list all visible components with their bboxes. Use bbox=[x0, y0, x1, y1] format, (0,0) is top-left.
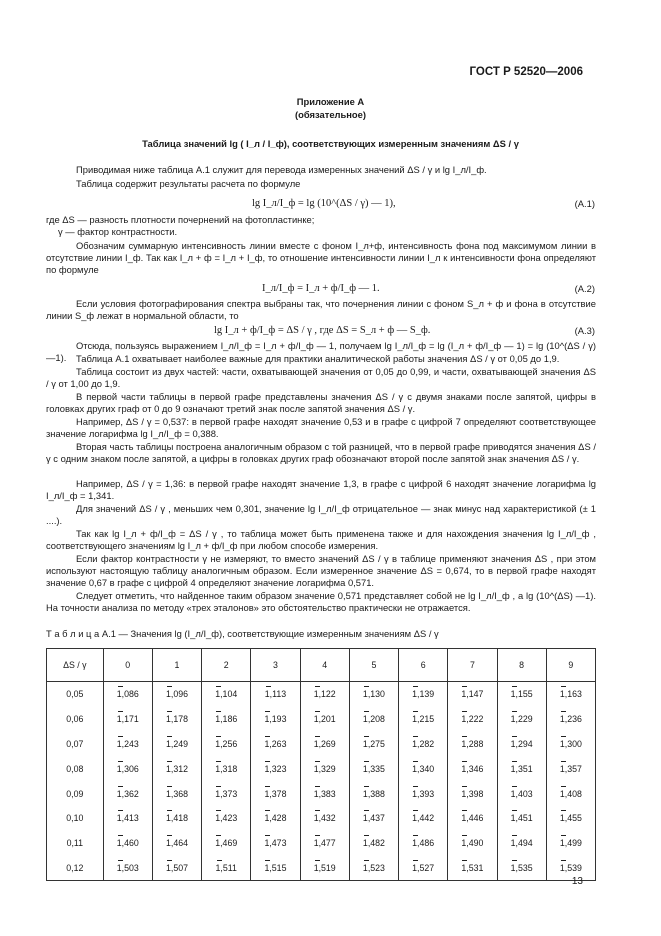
table-header-digit: 9 bbox=[546, 649, 595, 682]
table-cell bbox=[349, 732, 398, 757]
table-cell bbox=[497, 781, 546, 806]
section-title: Таблица значений lg ( I_л / I_ф), соответствующих измеренным значениям ΔS / γ bbox=[142, 138, 519, 149]
table-cell-value: 1,460 bbox=[116, 838, 139, 849]
table-cell-value: 1,403 bbox=[510, 788, 533, 799]
table-cell bbox=[202, 756, 251, 781]
table-cell-value: 1,446 bbox=[461, 813, 484, 824]
log-table bbox=[46, 648, 596, 881]
table-cell-value: 1,178 bbox=[165, 714, 188, 725]
table-cell bbox=[152, 781, 201, 806]
table-cell bbox=[448, 806, 497, 831]
table-cell-value: 1,428 bbox=[264, 813, 287, 824]
table-header-digit: 2 bbox=[202, 649, 251, 682]
table-header-digit: 7 bbox=[448, 649, 497, 682]
table-cell-value: 1,147 bbox=[461, 689, 484, 700]
table-cell bbox=[300, 756, 349, 781]
table-cell-value: 1,442 bbox=[412, 813, 435, 824]
table-cell-value: 1,357 bbox=[559, 763, 582, 774]
table-cell-value: 1,346 bbox=[461, 763, 484, 774]
table-cell bbox=[300, 806, 349, 831]
table-cell-value: 1,318 bbox=[215, 763, 238, 774]
paragraph-12: Для значений ΔS / γ , меньших чем 0,301, значение lg I_л/I_ф отрицательное — знак минус над характеристикой (± 1 ....). bbox=[46, 503, 596, 526]
table-cell bbox=[103, 856, 152, 881]
table-cell bbox=[399, 682, 448, 707]
table-cell-value: 1,269 bbox=[313, 738, 336, 749]
table-cell-value: 1,340 bbox=[412, 763, 435, 774]
table-cell-value: 1,201 bbox=[313, 714, 336, 725]
table-cell-value: 1,171 bbox=[116, 714, 139, 725]
equation-a3: lg I_л + ф/I_ф = ΔS / γ , где ΔS = S_л + ф — S_ф. bbox=[214, 325, 431, 336]
table-cell-value: 1,451 bbox=[510, 813, 533, 824]
paragraph-5: Отсюда, пользуясь выражением I_л/I_ф = I_л + ф/I_ф — 1, получаем lg I_л/I_ф = lg (I_л + ф/I_ф — 1) = lg (10^(ΔS / γ) —1). bbox=[46, 340, 596, 363]
table-cell bbox=[202, 707, 251, 732]
paragraph-11: Например, ΔS / γ = 1,36: в первой графе находят значение 1,3, в графе с цифрой 6 находят значение логарифма lg I_л/I_ф = 1,341. bbox=[46, 478, 596, 501]
table-cell bbox=[152, 732, 201, 757]
table-row-key: 0,08 bbox=[47, 756, 104, 781]
table-cell bbox=[349, 831, 398, 856]
equation-a2-number: (А.2) bbox=[574, 283, 595, 294]
paragraph-13: Так как lg I_л + ф/I_ф = ΔS / γ , то таблица может быть применена также и для нахождения значения lg I_л/I_ф , соответствующего значениям lg I_л + ф/I_ф при любом способе измерения. bbox=[46, 528, 596, 551]
table-cell-value: 1,393 bbox=[412, 788, 435, 799]
table-cell-value: 1,263 bbox=[264, 738, 287, 749]
table-cell-value: 1,473 bbox=[264, 838, 287, 849]
table-cell-value: 1,122 bbox=[313, 689, 336, 700]
table-cell-value: 1,527 bbox=[412, 862, 435, 873]
table-cell bbox=[546, 732, 595, 757]
table-cell bbox=[399, 831, 448, 856]
table-row bbox=[47, 682, 596, 707]
table-cell bbox=[349, 781, 398, 806]
table-cell-value: 1,288 bbox=[461, 738, 484, 749]
table-cell bbox=[546, 831, 595, 856]
table-cell bbox=[300, 682, 349, 707]
table-row-key: 0,06 bbox=[47, 707, 104, 732]
where-gamma: γ — фактор контрастности. bbox=[58, 226, 178, 237]
paragraph-1: Приводимая ниже таблица А.1 служит для перевода измеренных значений ΔS / γ и lg I_л/I_ф. bbox=[76, 164, 487, 175]
table-cell-value: 1,329 bbox=[313, 763, 336, 774]
table-cell-value: 1,193 bbox=[264, 714, 287, 725]
table-cell-value: 1,464 bbox=[165, 838, 188, 849]
table-cell-value: 1,130 bbox=[362, 689, 385, 700]
table-cell bbox=[497, 806, 546, 831]
paragraph-7: Таблица состоит из двух частей: части, охватывающей значения от 0,05 до 0,99, и части, охватывающей значения ΔS / γ от 1,00 до 1,9. bbox=[46, 366, 596, 389]
table-cell-value: 1,523 bbox=[362, 862, 385, 873]
table-cell-value: 1,096 bbox=[165, 689, 188, 700]
table-cell-value: 1,477 bbox=[313, 838, 336, 849]
table-cell-value: 1,312 bbox=[165, 763, 188, 774]
table-cell-value: 1,423 bbox=[215, 813, 238, 824]
table-cell bbox=[546, 756, 595, 781]
table-cell-value: 1,378 bbox=[264, 788, 287, 799]
table-cell bbox=[399, 707, 448, 732]
table-cell bbox=[399, 806, 448, 831]
table-cell bbox=[448, 831, 497, 856]
table-header-digit: 8 bbox=[497, 649, 546, 682]
paragraph-10: Вторая часть таблицы построена аналогичным образом с той разницей, что в первой графе приводятся значения ΔS / γ с одним знаком после запятой, а цифры в головках других граф обозначают второй после запятой знак значения ΔS / γ. bbox=[46, 441, 596, 464]
table-cell bbox=[103, 806, 152, 831]
table-cell-value: 1,368 bbox=[165, 788, 188, 799]
table-cell bbox=[399, 781, 448, 806]
table-cell bbox=[349, 682, 398, 707]
table-cell-value: 1,455 bbox=[559, 813, 582, 824]
table-cell bbox=[251, 707, 300, 732]
table-cell-value: 1,383 bbox=[313, 788, 336, 799]
table-cell bbox=[448, 756, 497, 781]
table-cell-value: 1,362 bbox=[116, 788, 139, 799]
table-cell bbox=[349, 756, 398, 781]
table-cell-value: 1,515 bbox=[264, 862, 287, 873]
table-cell-value: 1,215 bbox=[412, 714, 435, 725]
table-cell-value: 1,482 bbox=[362, 838, 385, 849]
paragraph-4: Если условия фотографирования спектра выбраны так, что почернения линии с фоном S_л + ф и фона в отсутствие линии S_ф лежат в нормальной области, то bbox=[46, 298, 596, 321]
table-cell-value: 1,104 bbox=[215, 689, 238, 700]
table-cell bbox=[399, 732, 448, 757]
table-cell-value: 1,388 bbox=[362, 788, 385, 799]
table-header-digit: 3 bbox=[251, 649, 300, 682]
table-cell bbox=[349, 806, 398, 831]
table-cell bbox=[448, 781, 497, 806]
table-cell bbox=[103, 831, 152, 856]
table-cell bbox=[300, 781, 349, 806]
table-row bbox=[47, 806, 596, 831]
table-cell bbox=[251, 732, 300, 757]
table-cell-value: 1,432 bbox=[313, 813, 336, 824]
table-cell-value: 1,494 bbox=[510, 838, 533, 849]
paragraph-2: Таблица содержит результаты расчета по формуле bbox=[76, 178, 301, 189]
table-cell-value: 1,323 bbox=[264, 763, 287, 774]
table-header-digit: 6 bbox=[399, 649, 448, 682]
table-row bbox=[47, 707, 596, 732]
table-cell-value: 1,437 bbox=[362, 813, 385, 824]
table-cell bbox=[300, 831, 349, 856]
table-cell bbox=[152, 856, 201, 881]
table-cell bbox=[202, 781, 251, 806]
table-row-key: 0,07 bbox=[47, 732, 104, 757]
table-cell bbox=[546, 682, 595, 707]
page-number: 13 bbox=[571, 876, 583, 887]
table-cell-value: 1,469 bbox=[215, 838, 238, 849]
table-cell-value: 1,294 bbox=[510, 738, 533, 749]
table-cell-value: 1,086 bbox=[116, 689, 139, 700]
table-cell-value: 1,163 bbox=[559, 689, 582, 700]
table-cell-value: 1,486 bbox=[412, 838, 435, 849]
table-cell-value: 1,539 bbox=[559, 862, 582, 873]
table-cell-value: 1,535 bbox=[510, 862, 533, 873]
equation-a1-number: (А.1) bbox=[574, 198, 595, 209]
table-row bbox=[47, 756, 596, 781]
table-row bbox=[47, 781, 596, 806]
table-header-digit: 4 bbox=[300, 649, 349, 682]
table-cell bbox=[103, 707, 152, 732]
table-cell bbox=[300, 856, 349, 881]
table-cell-value: 1,113 bbox=[264, 689, 287, 700]
table-cell-value: 1,373 bbox=[215, 788, 238, 799]
table-cell-value: 1,519 bbox=[313, 862, 336, 873]
table-row-key: 0,09 bbox=[47, 781, 104, 806]
table-header-key: ΔS / γ bbox=[47, 649, 104, 682]
table-header-digit: 5 bbox=[349, 649, 398, 682]
table-cell bbox=[251, 781, 300, 806]
table-cell-value: 1,243 bbox=[116, 738, 139, 749]
table-cell bbox=[202, 732, 251, 757]
table-cell-value: 1,229 bbox=[510, 714, 533, 725]
table-cell-value: 1,282 bbox=[412, 738, 435, 749]
table-row-key: 0,11 bbox=[47, 831, 104, 856]
table-cell bbox=[152, 831, 201, 856]
table-caption: Т а б л и ц а А.1 — Значения lg (I_л/I_ф), соответствующие измеренным значениям ΔS / γ bbox=[46, 628, 439, 639]
table-cell bbox=[152, 682, 201, 707]
table-row-key: 0,10 bbox=[47, 806, 104, 831]
table-cell-value: 1,507 bbox=[165, 862, 188, 873]
equation-a1: lg I_л/I_ф = lg (10^(ΔS / γ) — 1), bbox=[252, 198, 396, 209]
appendix-title: Приложение А bbox=[296, 96, 365, 107]
table-cell-value: 1,335 bbox=[362, 763, 385, 774]
table-cell bbox=[103, 682, 152, 707]
table-cell bbox=[251, 756, 300, 781]
table-cell bbox=[448, 707, 497, 732]
table-cell bbox=[300, 732, 349, 757]
table-cell-value: 1,351 bbox=[510, 763, 533, 774]
paragraph-8: В первой части таблицы в первой графе представлены значения ΔS / γ с двумя знаками после запятой, цифры в головках других граф от 0 до 9 означают третий знак после запятой значения ΔS / γ. bbox=[46, 391, 596, 414]
table-cell bbox=[399, 756, 448, 781]
table-header-digit: 1 bbox=[152, 649, 201, 682]
table-cell-value: 1,499 bbox=[559, 838, 582, 849]
table-cell-value: 1,418 bbox=[165, 813, 188, 824]
table-cell-value: 1,139 bbox=[412, 689, 435, 700]
standard-number: ГОСТ Р 52520—2006 bbox=[469, 66, 583, 78]
table-cell bbox=[152, 806, 201, 831]
table-cell bbox=[251, 831, 300, 856]
table-cell bbox=[202, 856, 251, 881]
table-cell-value: 1,511 bbox=[215, 862, 237, 873]
paragraph-6: Таблица А.1 охватывает наиболее важные для практики аналитической работы значения ΔS / γ от 0,05 до 1,9. bbox=[76, 353, 560, 364]
table-cell bbox=[497, 682, 546, 707]
table-cell bbox=[202, 806, 251, 831]
table-cell bbox=[497, 732, 546, 757]
table-cell bbox=[251, 856, 300, 881]
table-cell-value: 1,249 bbox=[165, 738, 188, 749]
table-cell bbox=[448, 856, 497, 881]
table-cell-value: 1,155 bbox=[510, 689, 533, 700]
table-cell-value: 1,222 bbox=[461, 714, 484, 725]
table-cell bbox=[497, 756, 546, 781]
paragraph-15: Следует отметить, что найденное таким образом значение 0,571 представляет собой не lg I_л/I_ф , а lg (10^(ΔS) —1). На точности анализа по методу «трех эталонов» это обстоятельство практически не отражается. bbox=[46, 590, 596, 613]
table-cell-value: 1,256 bbox=[215, 738, 238, 749]
table-row-key: 0,12 bbox=[47, 856, 104, 881]
table-cell bbox=[251, 806, 300, 831]
table-cell-value: 1,413 bbox=[116, 813, 139, 824]
table-cell bbox=[448, 732, 497, 757]
table-cell-value: 1,300 bbox=[559, 738, 582, 749]
table-header-digit: 0 bbox=[103, 649, 152, 682]
table-cell-value: 1,306 bbox=[116, 763, 139, 774]
table-row-key: 0,05 bbox=[47, 682, 104, 707]
equation-a2: I_л/I_ф = I_л + ф/I_ф — 1. bbox=[262, 283, 380, 294]
appendix-subtitle: (обязательное) bbox=[295, 109, 366, 120]
table-cell-value: 1,275 bbox=[362, 738, 385, 749]
table-row bbox=[47, 831, 596, 856]
table-cell bbox=[497, 856, 546, 881]
table-cell bbox=[103, 781, 152, 806]
table-cell-value: 1,208 bbox=[362, 714, 385, 725]
table-cell-value: 1,186 bbox=[215, 714, 238, 725]
paragraph-14: Если фактор контрастности γ не измеряют, то вместо значений ΔS / γ в таблице применяют значения ΔS , при этом используют настоящую таблицу аналогичным образом. Если измеренное значение ΔS = 0,674, то в первой графе находят значение 0,67 в графе с цифрой 4 определяют значение логарифма 0,571. bbox=[46, 553, 596, 588]
table-cell bbox=[152, 756, 201, 781]
table-cell bbox=[497, 707, 546, 732]
table-cell bbox=[202, 682, 251, 707]
table-cell bbox=[103, 732, 152, 757]
table-cell-value: 1,236 bbox=[559, 714, 582, 725]
table-cell-value: 1,490 bbox=[461, 838, 484, 849]
table-row bbox=[47, 856, 596, 881]
table-row bbox=[47, 732, 596, 757]
table-cell bbox=[546, 781, 595, 806]
where-delta-s: где ΔS — разность плотности почернений на фотопластинке; bbox=[46, 214, 315, 225]
paragraph-3: Обозначим суммарную интенсивность линии вместе с фоном I_л+ф, интенсивность фона под максимумом линии в отсутствие линии I_ф. Так как I_л + ф = I_л + I_ф, то отношение интенсивности линии I_л к интенсивности фона определяют по формуле bbox=[46, 240, 596, 275]
table-cell-value: 1,398 bbox=[461, 788, 484, 799]
table-cell bbox=[202, 831, 251, 856]
table-cell bbox=[546, 856, 595, 881]
table-cell bbox=[497, 831, 546, 856]
equation-a3-number: (А.3) bbox=[574, 325, 595, 336]
table-cell bbox=[300, 707, 349, 732]
table-cell bbox=[546, 707, 595, 732]
table-cell bbox=[349, 707, 398, 732]
table-cell bbox=[349, 856, 398, 881]
table-cell bbox=[152, 707, 201, 732]
table-cell-value: 1,408 bbox=[559, 788, 582, 799]
table-cell bbox=[103, 756, 152, 781]
table-cell bbox=[399, 856, 448, 881]
table-cell-value: 1,531 bbox=[461, 862, 484, 873]
table-cell-value: 1,503 bbox=[116, 862, 139, 873]
table-cell bbox=[546, 806, 595, 831]
paragraph-9: Например, ΔS / γ = 0,537: в первой графе находят значение 0,53 и в графе с цифрой 7 определяют соответствующее значение логарифма lg I_л/I_ф = 0,388. bbox=[46, 416, 596, 439]
table-cell bbox=[251, 682, 300, 707]
table-cell bbox=[448, 682, 497, 707]
